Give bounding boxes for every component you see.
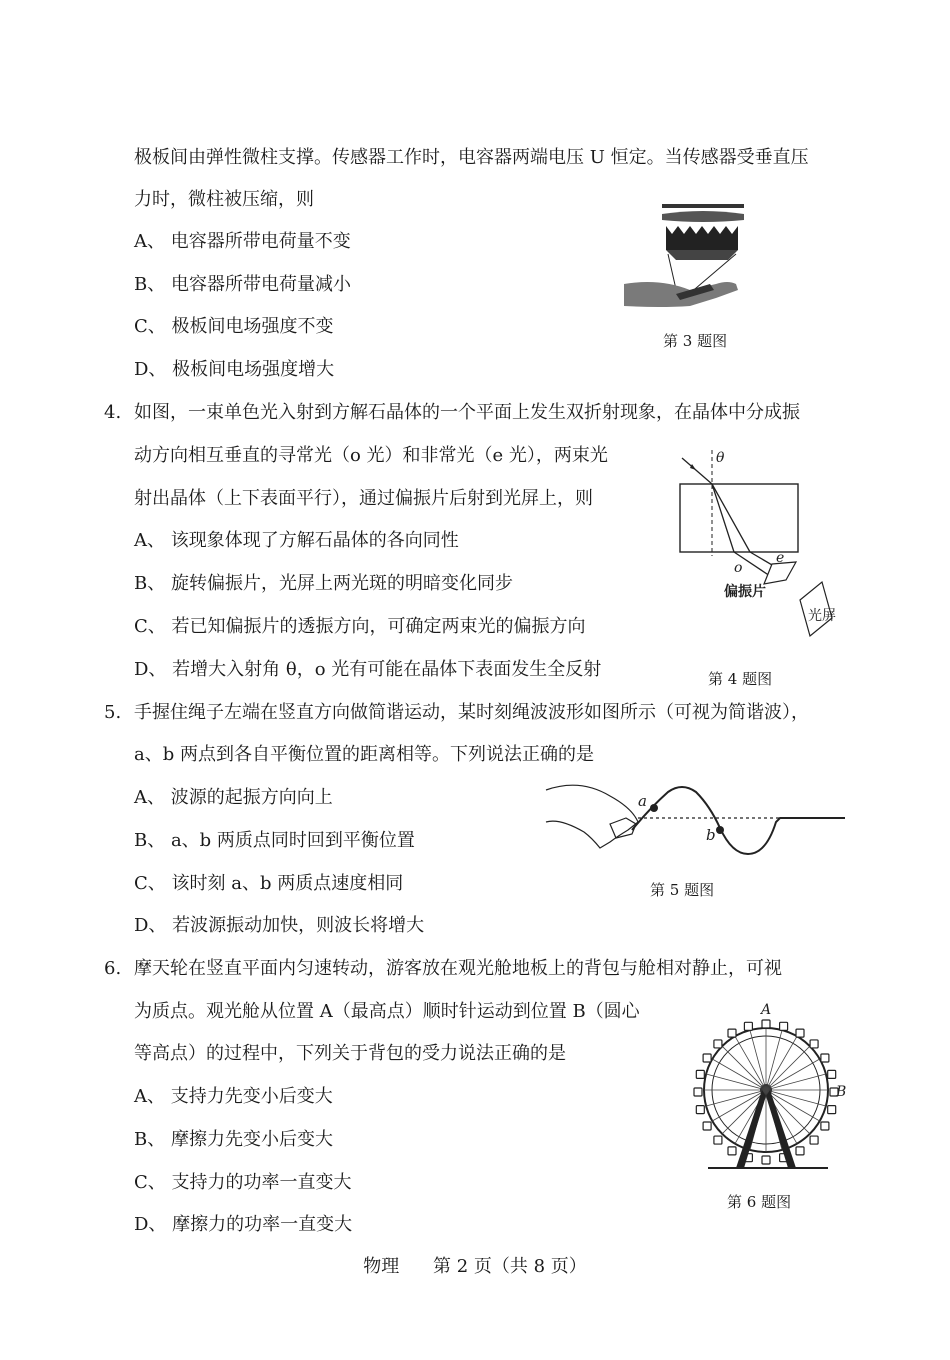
q3-figure-caption: 第 3 题图 xyxy=(663,332,728,350)
q5-figure-caption: 第 5 题图 xyxy=(650,881,715,899)
q4-option-a: A、 该现象体现了方解石晶体的各向同性 xyxy=(134,530,459,551)
q5-option-c: C、 该时刻 a、b 两质点速度相同 xyxy=(134,873,404,894)
q5-point-a-label: a xyxy=(638,792,647,810)
q4-option-b: B、 旋转偏振片，光屏上两光斑的明暗变化同步 xyxy=(134,573,513,594)
q3-option-a: A、 电容器所带电荷量不变 xyxy=(134,231,351,252)
q5-stem-line-1: 手握住绳子左端在竖直方向做简谐运动，某时刻绳波波形如图所示（可视为简谐波）， xyxy=(134,702,809,723)
q4-number: 4. xyxy=(104,402,122,423)
q6-option-a: A、 支持力先变小后变大 xyxy=(134,1086,333,1107)
q6-option-d: D、 摩擦力的功率一直变大 xyxy=(134,1214,353,1235)
q4-option-c: C、 若已知偏振片的透振方向，可确定两束光的偏振方向 xyxy=(134,616,586,637)
q4-theta-label: θ xyxy=(716,450,725,466)
q6-stem-line-2: 为质点。观光舱从位置 A（最高点）顺时针运动到位置 B（圆心 xyxy=(134,1001,640,1022)
q6-position-a-label: A xyxy=(761,1002,772,1018)
q3-option-d: D、 极板间电场强度增大 xyxy=(134,359,335,380)
q5-point-b-label: b xyxy=(706,826,716,844)
q3-option-c: C、 极板间电场强度不变 xyxy=(134,316,334,337)
q6-stem-line-1: 摩天轮在竖直平面内匀速转动，游客放在观光舱地板上的背包与舱相对静止，可视 xyxy=(134,958,782,979)
q4-figure-birefringence xyxy=(672,448,862,663)
q6-number: 6. xyxy=(104,958,122,979)
q6-stem-line-3: 等高点）的过程中，下列关于背包的受力说法正确的是 xyxy=(134,1043,566,1064)
q4-stem-line-1: 如图，一束单色光入射到方解石晶体的一个平面上发生双折射现象，在晶体中分成振 xyxy=(134,402,800,423)
q6-position-b-label: B xyxy=(836,1084,847,1100)
q6-figure-ferris-wheel xyxy=(688,1000,854,1178)
q5-option-b: B、 a、b 两质点同时回到平衡位置 xyxy=(134,830,415,851)
q3-stem-line-2: 力时，微柱被压缩，则 xyxy=(134,189,314,210)
q6-figure-caption: 第 6 题图 xyxy=(727,1193,792,1211)
q3-figure-sensor xyxy=(620,198,750,320)
q5-stem-line-2: a、b 两点到各自平衡位置的距离相等。下列说法正确的是 xyxy=(134,744,594,765)
q4-e-label: e xyxy=(776,550,785,566)
q5-option-d: D、 若波源振动加快，则波长将增大 xyxy=(134,915,425,936)
page-footer xyxy=(0,1254,950,1280)
q4-o-label: o xyxy=(734,560,743,576)
q4-screen-label: 光屏 xyxy=(808,608,836,624)
footer-subject: 物理 xyxy=(363,1256,400,1277)
footer-page-number: 第 2 页（共 8 页） xyxy=(432,1256,587,1277)
q3-stem-line-1: 极板间由弹性微柱支撑。传感器工作时，电容器两端电压 U 恒定。当传感器受垂直压 xyxy=(134,147,809,168)
q5-option-a: A、 波源的起振方向向上 xyxy=(134,787,333,808)
q6-option-c: C、 支持力的功率一直变大 xyxy=(134,1172,352,1193)
q4-polarizer-label: 偏振片 xyxy=(724,584,766,600)
q4-stem-line-2: 动方向相互垂直的寻常光（o 光）和非常光（e 光），两束光 xyxy=(134,445,608,466)
q3-option-b: B、 电容器所带电荷量减小 xyxy=(134,274,351,295)
q5-figure-rope-wave xyxy=(540,778,850,860)
q4-stem-line-3: 射出晶体（上下表面平行），通过偏振片后射到光屏上，则 xyxy=(134,488,593,509)
q5-number: 5. xyxy=(104,702,122,723)
q4-figure-caption: 第 4 题图 xyxy=(708,670,773,688)
q6-option-b: B、 摩擦力先变小后变大 xyxy=(134,1129,333,1150)
q4-option-d: D、 若增大入射角 θ，o 光有可能在晶体下表面发生全反射 xyxy=(134,659,602,680)
